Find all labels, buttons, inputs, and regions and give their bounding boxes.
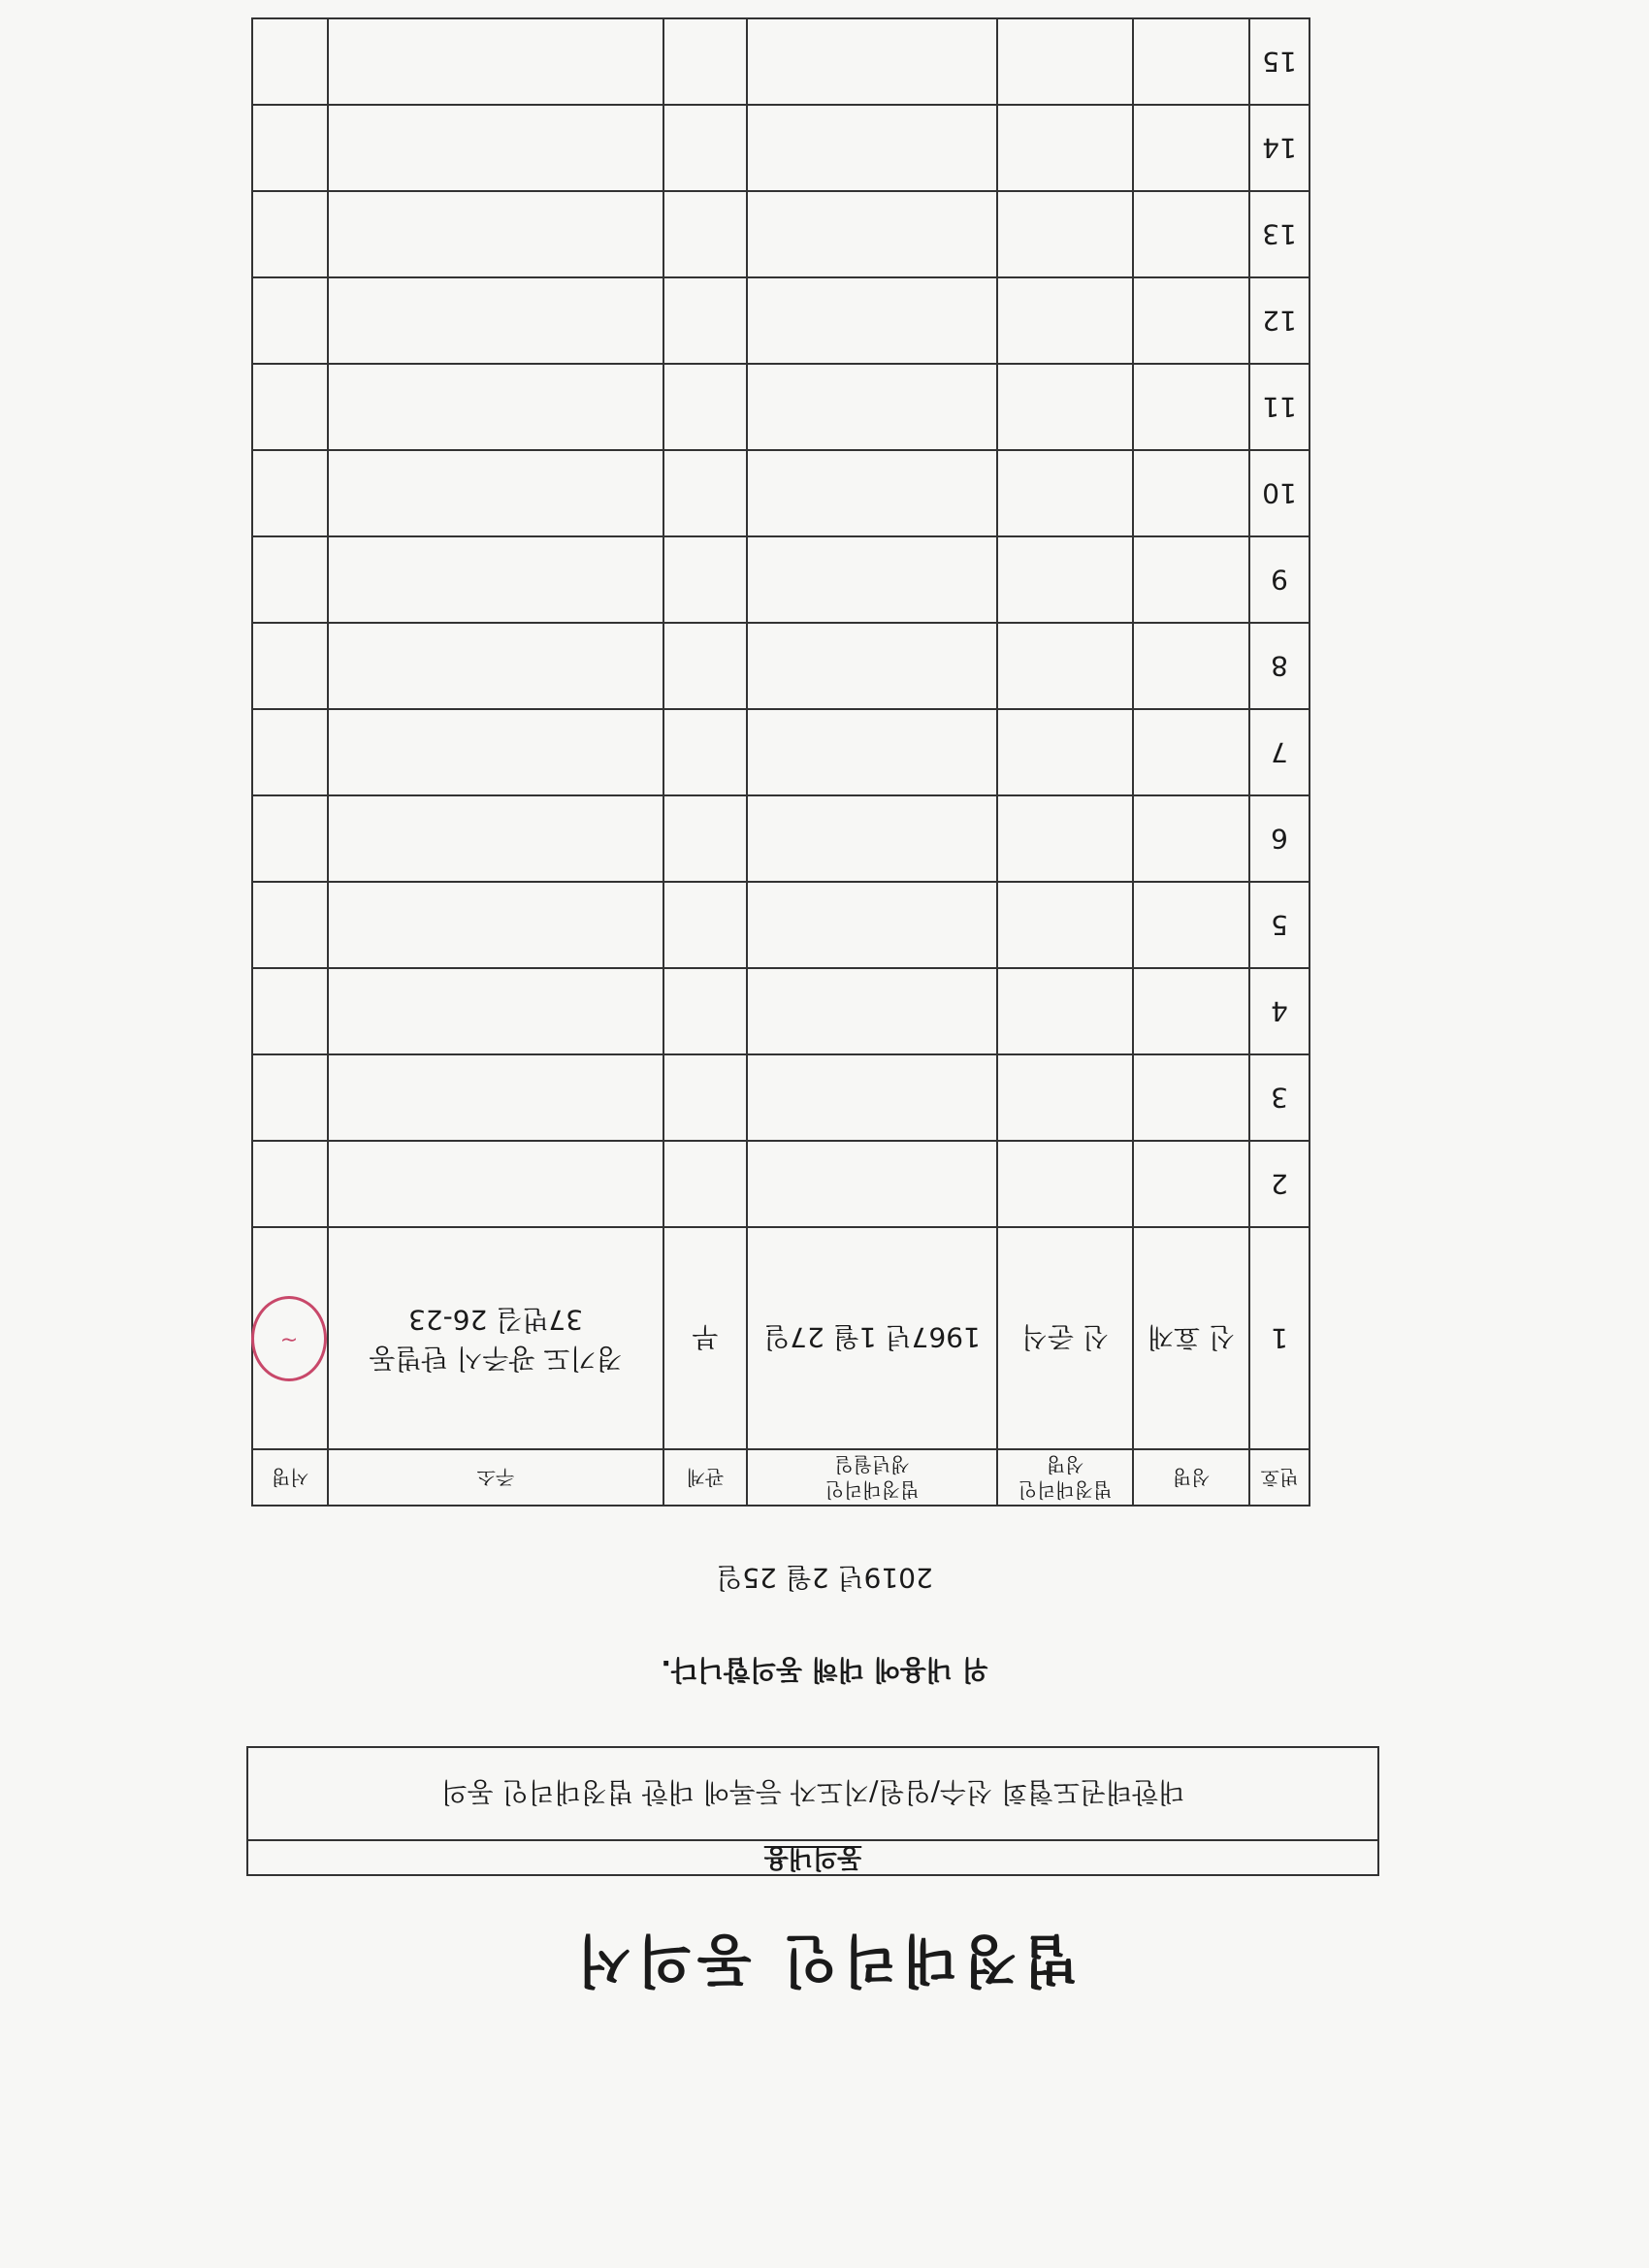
cell-no: 8 [1249,623,1310,709]
cell-name [1133,795,1249,882]
cell-address [328,364,663,450]
cell-guardian-name [997,882,1133,968]
table-row [252,968,1310,1054]
consent-date: 2019년 2월 25일 [716,1562,933,1594]
cell-relation [663,1054,747,1141]
cell-name [1133,1054,1249,1141]
consent-content-header: 동의내용 [248,1839,1377,1874]
cell-name [1133,364,1249,450]
table-row [252,1227,1310,1449]
header-name: 성명 [1133,1449,1249,1506]
table-row [252,536,1310,623]
cell-address [328,191,663,277]
cell-signature [252,1227,328,1449]
cell-name [1133,536,1249,623]
cell-relation [663,536,747,623]
cell-guardian-birth [747,191,997,277]
cell-address [328,277,663,364]
cell-relation [663,623,747,709]
cell-relation [663,968,747,1054]
cell-name [1133,1141,1249,1227]
cell-guardian-name: 신 준식 [997,1227,1133,1449]
guardian-roster-table [251,17,1310,1507]
cell-no: 10 [1249,450,1310,536]
cell-guardian-name [997,450,1133,536]
cell-no: 4 [1249,968,1310,1054]
table-header-row [252,1449,1310,1506]
cell-name [1133,450,1249,536]
cell-guardian-birth [747,623,997,709]
cell-name [1133,277,1249,364]
cell-guardian-birth [747,450,997,536]
consent-content-body: 대한태권도협회 선수/임원/지도자 등록에 대한 법정대리인 동의 [440,1776,1185,1808]
cell-name [1133,968,1249,1054]
cell-name [1133,105,1249,191]
signature-seal-icon: ~ [251,1296,327,1381]
cell-no: 14 [1249,105,1310,191]
table-row [252,709,1310,795]
table-row [252,623,1310,709]
cell-signature [252,105,328,191]
cell-guardian-birth [747,1054,997,1141]
cell-name [1133,623,1249,709]
consent-content-box [246,1746,1379,1876]
cell-guardian-name [997,1054,1133,1141]
cell-relation [663,795,747,882]
table-row [252,1141,1310,1227]
cell-no: 1 [1249,1227,1310,1449]
cell-address [328,968,663,1054]
table-row [252,105,1310,191]
cell-no: 5 [1249,882,1310,968]
cell-guardian-birth [747,1141,997,1227]
cell-guardian-name [997,795,1133,882]
cell-name [1133,191,1249,277]
cell-relation [663,882,747,968]
cell-address [328,623,663,709]
cell-signature [252,536,328,623]
cell-guardian-birth: 1967년 1월 27일 [747,1227,997,1449]
cell-relation [663,191,747,277]
cell-guardian-birth [747,105,997,191]
cell-signature [252,191,328,277]
table-row [252,277,1310,364]
cell-name [1133,709,1249,795]
cell-guardian-birth [747,536,997,623]
cell-relation: 부 [663,1227,747,1449]
table-row [252,450,1310,536]
document-title: 법정대리인 동의서 [570,1928,1079,1993]
cell-address [328,1141,663,1227]
cell-guardian-name [997,277,1133,364]
cell-no: 15 [1249,18,1310,105]
cell-relation [663,1141,747,1227]
header-address: 주소 [328,1449,663,1506]
cell-address [328,709,663,795]
cell-no: 11 [1249,364,1310,450]
cell-guardian-birth [747,18,997,105]
cell-no: 6 [1249,795,1310,882]
cell-guardian-birth [747,795,997,882]
header-relation: 관계 [663,1449,747,1506]
cell-no: 2 [1249,1141,1310,1227]
cell-address [328,882,663,968]
cell-no: 13 [1249,191,1310,277]
cell-signature [252,882,328,968]
cell-no: 12 [1249,277,1310,364]
cell-name [1133,18,1249,105]
cell-relation [663,709,747,795]
cell-relation [663,277,747,364]
cell-guardian-name [997,1141,1133,1227]
cell-name [1133,882,1249,968]
consent-statement: 위 내용에 대해 동의합니다. [661,1654,988,1686]
cell-guardian-name [997,536,1133,623]
table-row [252,882,1310,968]
address-line-1: 경기도 광주시 탄벌동 [369,1342,623,1375]
table-row [252,795,1310,882]
cell-signature [252,968,328,1054]
cell-guardian-name [997,191,1133,277]
cell-no: 3 [1249,1054,1310,1141]
cell-guardian-birth [747,968,997,1054]
cell-no: 7 [1249,709,1310,795]
cell-address [328,450,663,536]
cell-relation [663,450,747,536]
cell-guardian-birth [747,277,997,364]
cell-address [328,536,663,623]
cell-signature [252,623,328,709]
cell-guardian-name [997,18,1133,105]
cell-guardian-birth [747,709,997,795]
header-guardian-name: 법정대리인 성명 [997,1449,1133,1506]
cell-signature [252,709,328,795]
cell-address [328,1054,663,1141]
table-row [252,18,1310,105]
cell-address [328,18,663,105]
cell-address [328,795,663,882]
address-line-2: 37번길 26-23 [408,1303,583,1336]
cell-guardian-birth [747,364,997,450]
header-guardian-birth: 법정대리인 생년월일 [747,1449,997,1506]
header-signature: 서명 [252,1449,328,1506]
cell-guardian-birth [747,882,997,968]
cell-name: 신 효재 [1133,1227,1249,1449]
cell-signature [252,364,328,450]
cell-guardian-name [997,968,1133,1054]
cell-signature [252,1141,328,1227]
cell-signature [252,18,328,105]
table-row [252,191,1310,277]
cell-signature [252,795,328,882]
table-row [252,364,1310,450]
cell-no: 9 [1249,536,1310,623]
header-no: 번호 [1249,1449,1310,1506]
cell-guardian-name [997,105,1133,191]
cell-guardian-name [997,364,1133,450]
cell-signature [252,1054,328,1141]
cell-address [328,105,663,191]
cell-relation [663,105,747,191]
cell-signature [252,277,328,364]
cell-address [328,1227,663,1449]
cell-guardian-name [997,709,1133,795]
cell-guardian-name [997,623,1133,709]
table-row [252,1054,1310,1141]
cell-relation [663,364,747,450]
cell-signature [252,450,328,536]
cell-relation [663,18,747,105]
